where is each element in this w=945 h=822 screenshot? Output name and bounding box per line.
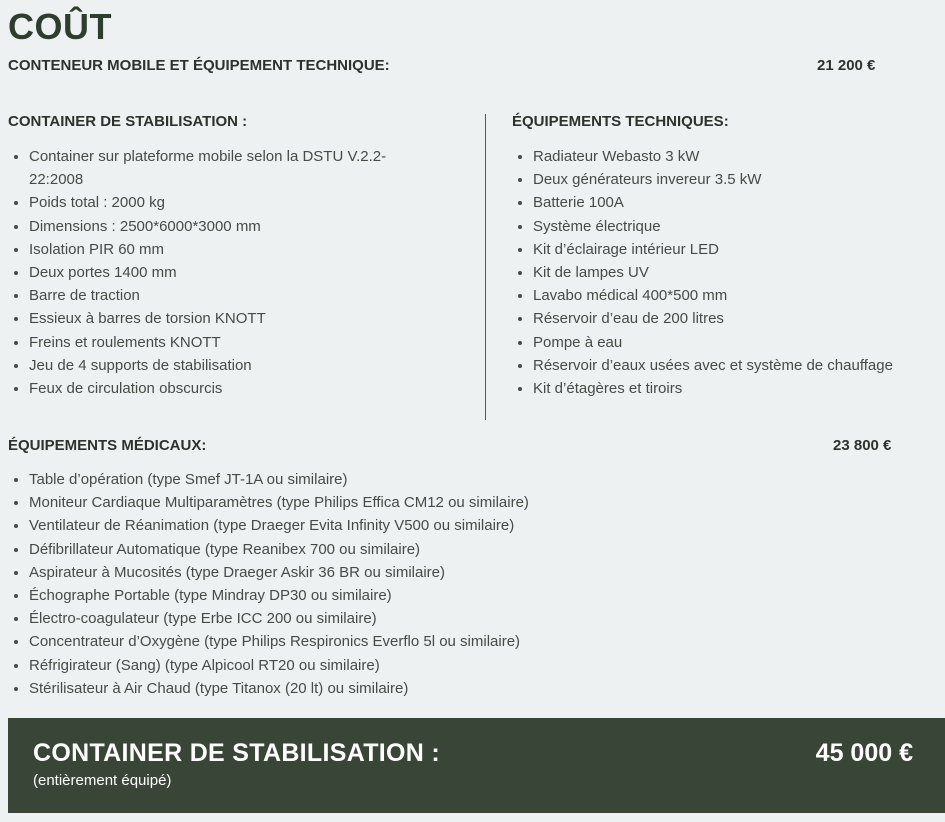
list-item: • Réservoir d’eaux usées avec et système de chauffage <box>533 354 945 377</box>
stabilisation-list <box>8 145 429 400</box>
total-banner <box>8 718 945 813</box>
medical-list <box>8 468 929 700</box>
list-item: • Réfrigirateur (Sang) (type Alpicool RT20 ou similaire) <box>29 654 929 677</box>
list-item: • Réservoir d’eau de 200 litres <box>533 307 945 330</box>
list-item: • Concentrateur d’Oxygène (type Philips Respironics Everflo 5l ou similaire) <box>29 630 929 653</box>
medical-section-label: ÉQUIPEMENTS MÉDICAUX: <box>8 437 207 454</box>
list-item: • Essieux à barres de torsion KNOTT <box>29 307 429 330</box>
list-item: • Moniteur Cardiaque Multiparamètres (type Philips Effica CM12 ou similaire) <box>29 491 929 514</box>
list-item: • Feux de circulation obscurcis <box>29 377 429 400</box>
total-title: CONTAINER DE STABILISATION : <box>33 739 440 767</box>
medical-section-header <box>8 437 945 454</box>
list-item: • Table d’opération (type Smef JT-1A ou similaire) <box>29 468 929 491</box>
list-item: • Pompe à eau <box>533 331 945 354</box>
list-item: • Batterie 100A <box>533 191 945 214</box>
list-item: • Échographe Portable (type Mindray DP30 ou similaire) <box>29 584 929 607</box>
total-price: 45 000 € <box>815 739 913 767</box>
stabilisation-title: CONTAINER DE STABILISATION : <box>8 113 248 130</box>
list-item: • Système électrique <box>533 215 945 238</box>
list-item: • Kit d’éclairage intérieur LED <box>533 238 945 261</box>
list-item: • Deux portes 1400 mm <box>29 261 429 284</box>
list-item: • Électro-coagulateur (type Erbe ICC 200 ou similaire) <box>29 607 929 630</box>
mobile-section-header <box>8 57 945 74</box>
mobile-section-label: CONTENEUR MOBILE ET ÉQUIPEMENT TECHNIQUE: <box>8 57 390 74</box>
technical-list <box>512 145 945 400</box>
mobile-section-price: 21 200 € <box>817 57 876 74</box>
list-item: • Dimensions : 2500*6000*3000 mm <box>29 215 429 238</box>
technical-title: ÉQUIPEMENTS TECHNIQUES: <box>512 113 729 130</box>
list-item: • Ventilateur de Réanimation (type Draeger Evita Infinity V500 ou similaire) <box>29 514 929 537</box>
list-item: • Jeu de 4 supports de stabilisation <box>29 354 429 377</box>
column-divider <box>485 114 486 420</box>
medical-section-price: 23 800 € <box>833 437 892 454</box>
list-item: • Défibrillateur Automatique (type Reanibex 700 ou similaire) <box>29 538 929 561</box>
list-item: • Kit d’étagères et tiroirs <box>533 377 945 400</box>
list-item: • Stérilisateur à Air Chaud (type Titanox (20 lt) ou similaire) <box>29 677 929 700</box>
list-item: • Deux générateurs invereur 3.5 kW <box>533 168 945 191</box>
page-title: COÛT <box>8 6 112 47</box>
list-item: • Freins et roulements KNOTT <box>29 331 429 354</box>
list-item: • Kit de lampes UV <box>533 261 945 284</box>
list-item: • Container sur plateforme mobile selon la DSTU V.2.2-22:2008 <box>29 145 429 191</box>
list-item: • Radiateur Webasto 3 kW <box>533 145 945 168</box>
list-item: • Barre de traction <box>29 284 429 307</box>
total-subtitle: (entièrement équipé) <box>33 772 172 789</box>
list-item: • Lavabo médical 400*500 mm <box>533 284 945 307</box>
list-item: • Poids total : 2000 kg <box>29 191 429 214</box>
list-item: • Isolation PIR 60 mm <box>29 238 429 261</box>
list-item: • Aspirateur à Mucosités (type Draeger Askir 36 BR ou similaire) <box>29 561 929 584</box>
